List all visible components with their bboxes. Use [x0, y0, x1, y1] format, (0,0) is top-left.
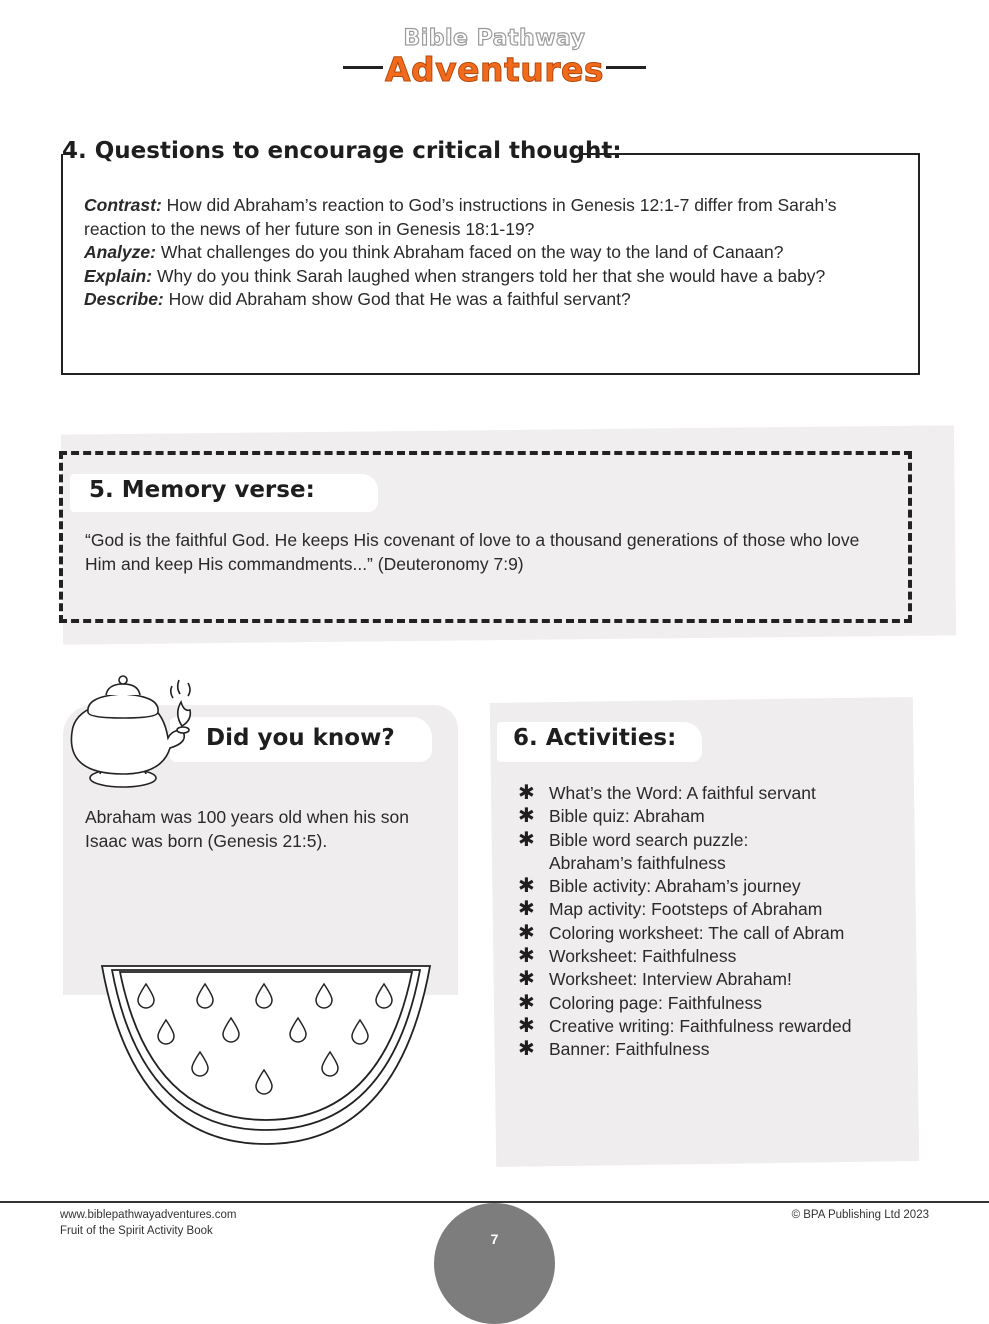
list-item [518, 805, 852, 828]
asterisk-bullet-icon: ✱ [518, 991, 535, 1014]
logo-title-main: Adventures [384, 50, 605, 89]
activities-title: 6. Activities: [513, 725, 677, 751]
question-text: How did Abraham’s reaction to God’s instructions in Genesis 12:1-7 differ from Sarah’s reaction to the news of her future son in Genesis 18:1-19? [84, 195, 837, 239]
memory-verse-title: 5. Memory verse: [89, 477, 315, 503]
question-label: Explain: [84, 265, 153, 286]
question-text: Why do you think Sarah laughed when strangers told her that she would have a baby? [152, 265, 826, 286]
activity-label: What’s the Word: A faithful servant [549, 783, 816, 803]
asterisk-bullet-icon: ✱ [518, 805, 535, 828]
page-number: 7 [490, 1231, 499, 1247]
asterisk-bullet-icon: ✱ [518, 1038, 535, 1061]
footer-book-title: Fruit of the Spirit Activity Book [60, 1225, 213, 1237]
activity-label: Coloring worksheet: The call of Abram [549, 922, 845, 943]
activity-label: Worksheet: Interview Abraham! [549, 969, 792, 990]
list-item [518, 829, 852, 876]
list-item [518, 968, 852, 991]
asterisk-bullet-icon: ✱ [518, 968, 535, 991]
question-item [84, 194, 884, 241]
question-text: What challenges do you think Abraham faced on the way to the land of Canaan? [155, 242, 784, 262]
page-number-badge [434, 1203, 555, 1324]
list-item [518, 875, 852, 898]
did-you-know-text: Abraham was 100 years old when his son Isaac was born (Genesis 21:5). [85, 807, 409, 851]
activity-label: Map activity: Footsteps of Abraham [549, 899, 823, 920]
asterisk-bullet-icon: ✱ [518, 828, 535, 851]
asterisk-bullet-icon: ✱ [518, 921, 535, 944]
footer-website: www.biblepathwayadventures.com [60, 1209, 237, 1221]
question-label: Describe: [84, 289, 164, 309]
did-you-know-title: Did you know? [206, 725, 395, 751]
asterisk-bullet-icon: ✱ [518, 782, 535, 804]
activity-label: Bible activity: Abraham’s journey [549, 876, 801, 897]
questions-title: 4. Questions to encourage critical thought: [62, 138, 622, 164]
question-item [84, 288, 884, 312]
list-item [518, 1038, 852, 1061]
question-text: How did Abraham show God that He was a faithful servant? [163, 289, 631, 309]
list-item [518, 945, 852, 968]
logo-title-top: Bible Pathway [403, 26, 586, 51]
questions-title-rule [582, 153, 920, 155]
list-item [518, 1015, 852, 1038]
asterisk-bullet-icon: ✱ [518, 1014, 535, 1037]
questions-list [84, 194, 884, 312]
activity-label: Coloring page: Faithfulness [549, 992, 763, 1013]
asterisk-bullet-icon: ✱ [518, 875, 535, 898]
question-label: Analyze: [84, 242, 156, 262]
footer-left [60, 1207, 236, 1239]
watermelon-icon [98, 960, 434, 1155]
activity-label: Worksheet: Faithfulness [549, 946, 737, 967]
list-item [518, 898, 852, 921]
question-item [84, 265, 884, 289]
activities-list [518, 782, 852, 1062]
activity-label: Bible quiz: Abraham [549, 806, 705, 827]
activity-label: Creative writing: Faithfulness rewarded [549, 1015, 852, 1036]
memory-verse-text: “God is the faithful God. He keeps His covenant of love to a thousand generations of those who love Him and keep His commandments...” (Deuteronomy 7:9) [85, 530, 860, 574]
asterisk-bullet-icon: ✱ [518, 898, 535, 921]
activity-label: Bible word search puzzle: Abraham’s faithfulness [549, 829, 749, 873]
activity-label: Banner: Faithfulness [549, 1039, 710, 1060]
asterisk-bullet-icon: ✱ [518, 945, 535, 968]
list-item [518, 782, 852, 805]
list-item [518, 992, 852, 1015]
list-item [518, 922, 852, 945]
footer-copyright: © BPA Publishing Ltd 2023 [791, 1209, 929, 1221]
question-label: Contrast: [84, 195, 162, 215]
question-item [84, 241, 884, 265]
oil-lamp-icon [58, 670, 203, 800]
